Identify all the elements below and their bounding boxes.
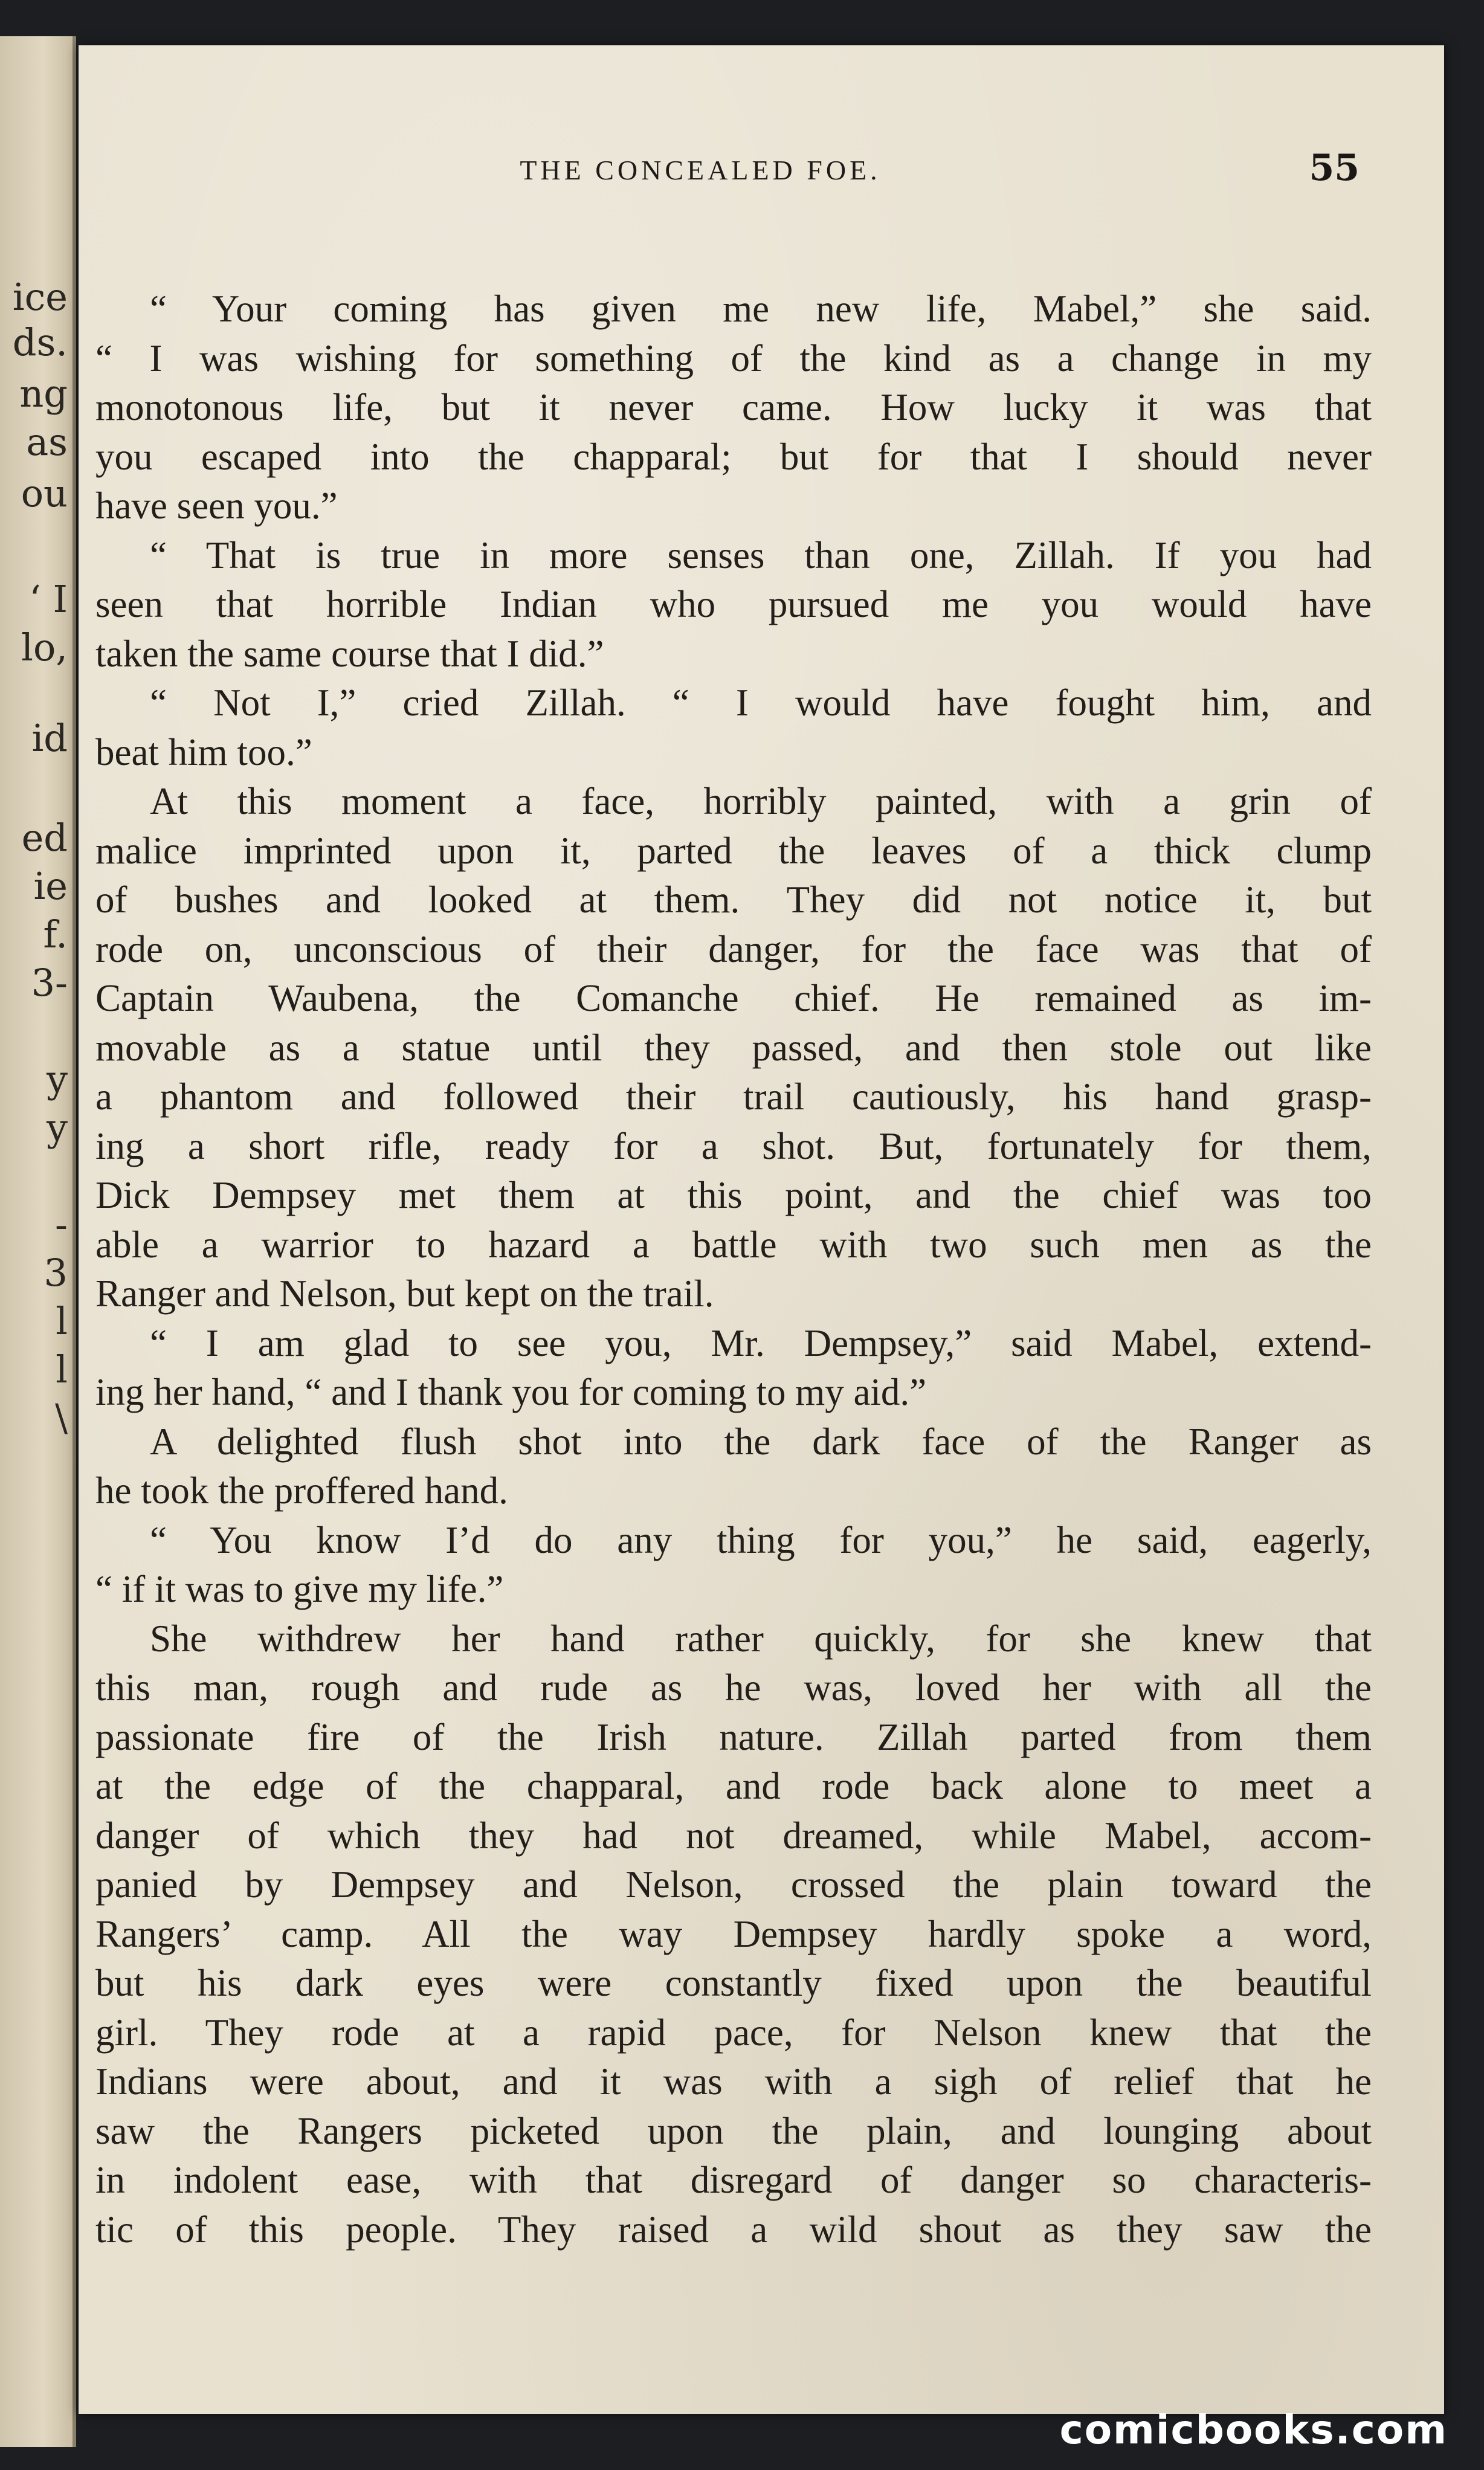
text-line: beat him too.” (95, 730, 312, 773)
text-line: you escaped into the chapparal; but for that I should never (95, 435, 1372, 478)
text-line: girl. They rode at a rapid pace, for Nelson knew that the (95, 2011, 1372, 2054)
text-line: but his dark eyes were constantly fixed upon the beautiful (95, 1962, 1372, 2004)
previous-page-edge (0, 36, 76, 2447)
text-line: ing a short rifle, ready for a shot. But, fortunately for them, (95, 1124, 1372, 1167)
text-line: Ranger and Nelson, but kept on the trail. (95, 1272, 714, 1315)
text-line: this man, rough and rude as he was, loved her with all the (95, 1666, 1372, 1709)
text-line: passionate fire of the Irish nature. Zillah parted from them (95, 1715, 1372, 1758)
page-number: 55 (1309, 147, 1360, 189)
text-line: monotonous life, but it never came. How lucky it was that (95, 386, 1372, 428)
previous-page-fragment: - (55, 1202, 68, 1246)
page-text-block (95, 45, 1372, 2414)
text-line: ing her hand, “ and I thank you for coming to my aid.” (95, 1371, 927, 1413)
site-watermark: comicbooks.com (1059, 2407, 1448, 2453)
previous-page-fragment: y (46, 1106, 68, 1150)
text-line: A delighted flush shot into the dark face of the Ranger as (150, 1420, 1372, 1463)
previous-page-fragment: lo, (21, 625, 68, 669)
text-line: danger of which they had not dreamed, while Mabel, accom- (95, 1814, 1372, 1857)
previous-page-fragment: id (31, 716, 68, 760)
text-line: in indolent ease, with that disregard of danger so characteris- (95, 2159, 1372, 2201)
previous-page-fragment: ie (33, 864, 68, 908)
text-line: seen that horrible Indian who pursued me you would have (95, 583, 1372, 625)
previous-page-fragment: 3 (44, 1251, 68, 1295)
text-line: taken the same course that I did.” (95, 632, 604, 675)
text-line: “ Your coming has given me new life, Mabel,” she said. (150, 288, 1372, 330)
text-line: “ You know I’d do any thing for you,” he said, eagerly, (150, 1518, 1372, 1561)
previous-page-fragment: ng (19, 372, 68, 416)
text-line: saw the Rangers picketed upon the plain, and lounging about (95, 2109, 1372, 2152)
text-line: Dick Dempsey met them at this point, and the chief was too (95, 1174, 1372, 1216)
text-line: “ That is true in more senses than one, Zillah. If you had (150, 534, 1372, 576)
text-line: panied by Dempsey and Nelson, crossed the plain toward the (95, 1863, 1372, 1906)
text-line: malice imprinted upon it, parted the leaves of a thick clump (95, 829, 1372, 872)
text-line: She withdrew her hand rather quickly, for she knew that (150, 1617, 1372, 1660)
text-line: able a warrior to hazard a battle with two such men as the (95, 1223, 1372, 1266)
text-line: have seen you.” (95, 485, 338, 527)
text-line: Rangers’ camp. All the way Dempsey hardly spoke a word, (95, 1912, 1372, 1955)
previous-page-fragment: ds. (12, 320, 68, 364)
text-line: rode on, unconscious of their danger, for the face was that of (95, 927, 1372, 970)
text-line: At this moment a face, horribly painted, with a grin of (150, 780, 1372, 822)
previous-page-fragment: y (46, 1057, 68, 1101)
text-line: movable as a statue until they passed, and then stole out like (95, 1026, 1372, 1069)
previous-page-fragment: ice (12, 275, 68, 319)
book-page (79, 45, 1444, 2414)
text-line: he took the proffered hand. (95, 1469, 508, 1512)
text-line: at the edge of the chapparal, and rode back alone to meet a (95, 1765, 1372, 1807)
previous-page-fragment: f. (43, 912, 68, 956)
text-line: Indians were about, and it was with a sigh of relief that he (95, 2060, 1372, 2103)
previous-page-fragment: l (56, 1299, 68, 1343)
text-line: tic of this people. They raised a wild shout as they saw the (95, 2208, 1372, 2251)
previous-page-fragment: ou (21, 471, 68, 515)
previous-page-fragment: as (26, 420, 68, 464)
text-line: “ I am glad to see you, Mr. Dempsey,” said Mabel, extend- (150, 1321, 1372, 1364)
previous-page-fragment: ed (21, 816, 68, 860)
body-text (95, 285, 1372, 2254)
text-line: of bushes and looked at them. They did not notice it, but (95, 879, 1372, 921)
running-head: THE CONCEALED FOE. (520, 155, 881, 185)
text-line: “ I was wishing for something of the kind as a change in my (95, 337, 1372, 379)
previous-page-fragment: l (56, 1347, 68, 1391)
text-line: a phantom and followed their trail cautiously, his hand grasp- (95, 1075, 1372, 1118)
text-line: “ if it was to give my life.” (95, 1568, 504, 1610)
text-line: Captain Waubena, the Comanche chief. He remained as im- (95, 977, 1372, 1019)
previous-page-fragment: 3- (31, 961, 68, 1005)
text-line: “ Not I,” cried Zillah. “ I would have fought him, and (150, 682, 1372, 724)
previous-page-fragment: \ (55, 1396, 68, 1440)
previous-page-fragment: ‘ I (29, 577, 68, 621)
